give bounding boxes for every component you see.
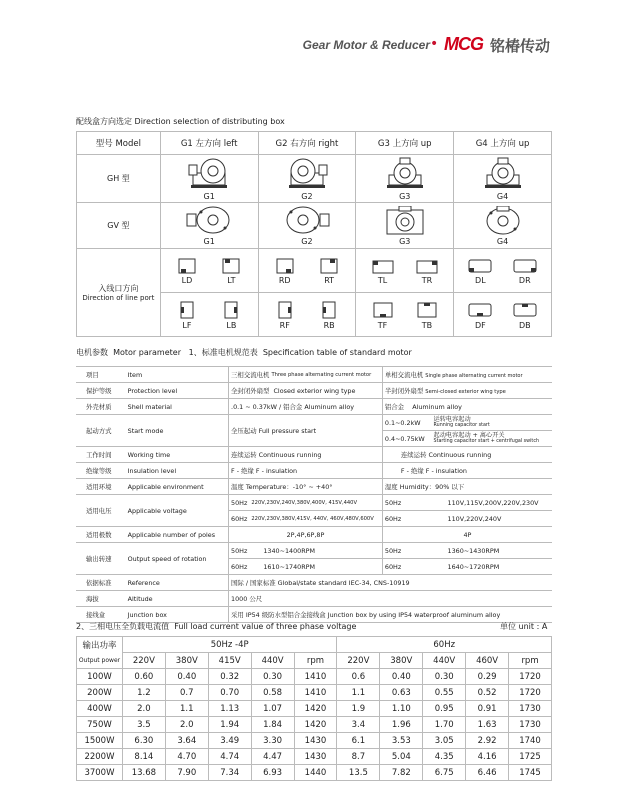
gh-g3-motor-icon	[383, 157, 427, 191]
gv-g2-cell	[258, 203, 356, 249]
ct-value-cell: 7.34	[208, 765, 251, 781]
header-bullet: •	[430, 36, 439, 52]
ct-value-cell: 1.96	[380, 717, 423, 733]
gv-g3-flange-icon	[379, 206, 431, 236]
header-g1: G1 左方向 left	[160, 132, 258, 155]
logo-chinese-name: 铭椿传动	[490, 37, 551, 55]
ct-value-cell: 3.30	[251, 733, 294, 749]
ct-power-cell: 400W	[77, 701, 123, 717]
port-cell-r-top	[258, 249, 356, 293]
mp-junction-en: Junction box	[126, 607, 229, 623]
mp-altitude-en: Altitude	[126, 591, 229, 607]
gv-g4-cell	[454, 203, 552, 249]
ct-value-cell: 0.6	[337, 669, 380, 685]
ct-value-cell: 1440	[294, 765, 337, 781]
current-title-cn: 2、三相电压全负载电流值	[76, 622, 170, 631]
mp-insulation-three: F - 绝缘 F - insulation	[229, 463, 383, 479]
ct-value-cell: 1410	[294, 685, 337, 701]
mp-protection-three-en: Closed exterior wing type	[273, 387, 356, 395]
ct-value-cell: 1.13	[208, 701, 251, 717]
ct-value-cell: 2.0	[122, 701, 165, 717]
logo-mcg: MCG	[444, 34, 483, 54]
mp-shell-three: .0.1 ~ 0.37kW / 铝合金 Aluminum alloy	[229, 399, 383, 415]
mp-voltage-r2-values: 220V,230V,380V,415V, 440V, 460V,480V,600V	[249, 511, 382, 527]
motor-title-cn: 电机参数	[76, 348, 108, 357]
mp-shell-cn: 外壳材质	[76, 399, 126, 415]
ct-value-cell: 2.0	[165, 717, 208, 733]
port-tr: TR	[421, 275, 433, 285]
brand-tagline: Gear Motor & Reducer	[302, 38, 430, 52]
company-logo	[444, 34, 584, 56]
gh-g4-cell	[454, 155, 552, 203]
mp-three-en: Three phase alternating current motor	[271, 371, 372, 378]
mp-protection-en: Protection level	[126, 383, 229, 399]
port-rb: RB	[323, 320, 335, 330]
line-port-label-cn: 入线口方向	[98, 284, 139, 293]
ct-value-cell: 0.52	[466, 685, 509, 701]
box-tb-icon	[415, 300, 439, 320]
ct-value-cell: 0.95	[423, 701, 466, 717]
ct-value-cell: 1.70	[423, 717, 466, 733]
line-port-label-en: Direction of line port	[82, 294, 155, 302]
ct-value-cell: 3.05	[423, 733, 466, 749]
gv-g4-flange-icon	[477, 206, 529, 236]
ct-col-header: 220V	[122, 653, 165, 669]
mp-protection-single	[382, 383, 552, 399]
section-current-title	[76, 621, 356, 632]
mp-reference-cn: 依据标准	[76, 575, 126, 591]
ct-value-cell: 1420	[294, 717, 337, 733]
table-row	[77, 733, 552, 749]
port-tf: TF	[377, 320, 388, 330]
ct-col-header: 440V	[423, 653, 466, 669]
mp-speed-r2-single-hz: 60Hz	[382, 559, 431, 575]
mp-start-s2-cn: 起动电容起动 + 离心开关	[433, 431, 505, 439]
ct-value-cell: 0.63	[380, 685, 423, 701]
mp-voltage-r1-values: 220V,230V,240V,380V,400V, 415V,440V	[249, 495, 382, 511]
mp-row-item	[76, 367, 552, 383]
ct-value-cell: 6.30	[122, 733, 165, 749]
box-tr-icon	[415, 257, 439, 275]
ct-power-cell: 200W	[77, 685, 123, 701]
box-tf-icon	[371, 300, 395, 320]
ct-value-cell: 0.60	[122, 669, 165, 685]
gv-g1-cell	[160, 203, 258, 249]
ct-value-cell: 1720	[509, 685, 552, 701]
mp-row-voltage-1	[76, 495, 552, 511]
ct-col-header: 415V	[208, 653, 251, 669]
mp-junction-cn: 接线盒	[76, 607, 126, 623]
ct-value-cell: 5.04	[380, 749, 423, 765]
gh-g4-caption: G4	[496, 191, 509, 201]
table-row	[77, 669, 552, 685]
line-port-label	[77, 249, 161, 337]
mp-start-s2-text	[432, 431, 552, 447]
ct-value-cell: 1410	[294, 669, 337, 685]
section-motor-title	[76, 347, 412, 358]
gv-g1-caption: G1	[203, 236, 215, 246]
mp-start-s1-cn: 运转电容起动	[433, 415, 471, 423]
ct-value-cell: 1745	[509, 765, 552, 781]
ct-60hz-header: 60Hz	[337, 637, 552, 653]
port-tl: TL	[377, 275, 388, 285]
direction-header-row	[77, 132, 552, 155]
box-ld-icon	[177, 257, 197, 275]
ct-col-header: 380V	[165, 653, 208, 669]
ct-value-cell: 1.2	[122, 685, 165, 701]
gh-g1-motor-icon	[187, 157, 231, 191]
ct-value-cell: 0.30	[251, 669, 294, 685]
mp-insulation-single: F - 绝缘 F - insulation	[382, 463, 552, 479]
box-lt-icon	[221, 257, 241, 275]
ct-header-row-2	[77, 653, 552, 669]
ct-value-cell: 4.70	[165, 749, 208, 765]
header-g3: G3 上方向 up	[356, 132, 454, 155]
mp-row-reference	[76, 575, 552, 591]
ct-value-cell: 0.58	[251, 685, 294, 701]
ct-power-cell: 750W	[77, 717, 123, 733]
box-rf-icon	[275, 300, 295, 320]
ct-value-cell: 1730	[509, 701, 552, 717]
gv-g4-caption: G4	[496, 236, 509, 246]
box-rd-icon	[275, 257, 295, 275]
ct-value-cell: 7.82	[380, 765, 423, 781]
port-cell-t-bottom	[356, 293, 454, 337]
box-tl-icon	[371, 257, 395, 275]
ct-value-cell: 1740	[509, 733, 552, 749]
ct-power-cn: 输出功率	[77, 637, 123, 653]
port-tb: TB	[421, 320, 433, 330]
section-direction-title	[76, 116, 285, 127]
port-cell-d-top	[454, 249, 552, 293]
header-g4: G4 上方向 up	[454, 132, 552, 155]
ct-value-cell: 1.63	[466, 717, 509, 733]
ct-value-cell: 4.35	[423, 749, 466, 765]
mp-shell-single	[382, 399, 552, 415]
ct-col-header: rpm	[509, 653, 552, 669]
ct-value-cell: 13.68	[122, 765, 165, 781]
ct-value-cell: 6.1	[337, 733, 380, 749]
mp-speed-r1-values: 1340~1400RPM	[249, 543, 382, 559]
box-df-icon	[467, 300, 493, 320]
ct-value-cell: 1.07	[251, 701, 294, 717]
port-ld: LD	[181, 275, 193, 285]
gv-g3-cell	[356, 203, 454, 249]
gh-row	[77, 155, 552, 203]
ct-power-cell: 100W	[77, 669, 123, 685]
port-lf: LF	[182, 320, 192, 330]
mp-start-three: 全压起动 Full pressure start	[229, 415, 383, 447]
mp-row-altitude	[76, 591, 552, 607]
mp-working-cn: 工作时间	[76, 447, 126, 463]
mp-speed-r1-single-values: 1360~1430RPM	[432, 543, 552, 559]
mp-row-environment	[76, 479, 552, 495]
motor-title-en: Motor parameter	[113, 348, 181, 357]
port-cell-l-top	[160, 249, 258, 293]
port-cell-t-top	[356, 249, 454, 293]
port-db: DB	[518, 320, 531, 330]
mp-insulation-cn: 绝缘等级	[76, 463, 126, 479]
ct-power-cell: 2200W	[77, 749, 123, 765]
table-row	[77, 701, 552, 717]
mp-poles-cn: 适用极数	[76, 527, 126, 543]
header-model: 型号 Model	[77, 132, 161, 155]
mp-three-phase-head	[229, 367, 383, 383]
port-cell-r-bottom	[258, 293, 356, 337]
mp-shell-en: Shell material	[126, 399, 229, 415]
mp-row-start-1	[76, 415, 552, 431]
current-title-en: Full load current value of three phase voltage	[174, 622, 357, 631]
ct-value-cell: 1.94	[208, 717, 251, 733]
ct-value-cell: 1.10	[380, 701, 423, 717]
ct-header-row-1	[77, 637, 552, 653]
ct-value-cell: 0.30	[423, 669, 466, 685]
ct-value-cell: 1730	[509, 717, 552, 733]
mp-item-cn: 项目	[76, 367, 126, 383]
mp-poles-single: 4P	[382, 527, 552, 543]
ct-value-cell: 0.7	[165, 685, 208, 701]
mp-single-phase-head	[382, 367, 552, 383]
ct-col-header: 440V	[251, 653, 294, 669]
gh-g2-cell	[258, 155, 356, 203]
ct-value-cell: 13.5	[337, 765, 380, 781]
ct-value-cell: 6.46	[466, 765, 509, 781]
mp-speed-r1-hz: 50Hz	[229, 543, 250, 559]
mp-speed-cn: 输出转速	[76, 543, 126, 575]
mp-protection-single-en: Semi-closed exterior wing type	[425, 389, 506, 395]
ct-value-cell: 8.7	[337, 749, 380, 765]
mp-voltage-r1-single-hz: 50Hz	[382, 495, 431, 511]
mp-speed-en: Output speed of rotation	[126, 543, 229, 575]
ct-value-cell: 1.1	[337, 685, 380, 701]
ct-value-cell: 1720	[509, 669, 552, 685]
port-lt: LT	[227, 275, 236, 285]
mp-voltage-r1-single-values: 110V,115V,200V,220V,230V	[432, 495, 552, 511]
ct-value-cell: 0.29	[466, 669, 509, 685]
direction-table	[76, 131, 552, 337]
ct-col-header: 380V	[380, 653, 423, 669]
box-db-icon	[512, 300, 538, 320]
mp-junction-value: 采用 IP54 级防水型铝合金接线盒 Junction box by using IP54 waterproof aluminum alloy	[229, 607, 552, 623]
mp-start-cn: 起动方式	[76, 415, 126, 447]
ct-power-cell: 1500W	[77, 733, 123, 749]
ct-value-cell: 1420	[294, 701, 337, 717]
mp-row-working	[76, 447, 552, 463]
mp-protection-three-cn: 全封闭外扇型	[231, 387, 270, 395]
gv-g2-flange-icon	[281, 206, 333, 236]
mp-row-poles	[76, 527, 552, 543]
mp-protection-three	[229, 383, 383, 399]
mp-protection-single-cn: 半封闭外扇型	[384, 387, 424, 395]
box-lf-icon	[177, 300, 197, 320]
box-rb-icon	[319, 300, 339, 320]
box-dl-icon	[467, 257, 493, 275]
ct-value-cell: 6.75	[423, 765, 466, 781]
ct-value-cell: 3.53	[380, 733, 423, 749]
mp-row-protection	[76, 383, 552, 399]
line-port-row-1	[77, 249, 552, 293]
port-rt: RT	[324, 275, 335, 285]
ct-value-cell: 4.74	[208, 749, 251, 765]
section-direction-title-cn: 配线盒方向选定	[76, 117, 132, 126]
gh-g3-caption: G3	[399, 191, 411, 201]
mp-environment-humid: 湿度 Humidity：90% 以下	[382, 479, 552, 495]
gh-g1-caption: G1	[203, 191, 215, 201]
mp-working-three: 连续运转 Continuous running	[229, 447, 383, 463]
box-rt-icon	[319, 257, 339, 275]
ct-value-cell: 1.84	[251, 717, 294, 733]
ct-value-cell: 7.90	[165, 765, 208, 781]
gh-g2-motor-icon	[285, 157, 329, 191]
mp-environment-temp: 温度 Temperature：-10° ~ +40°	[229, 479, 383, 495]
ct-value-cell: 3.5	[122, 717, 165, 733]
ct-power-en: Output power	[77, 653, 123, 669]
mp-altitude-value: 1000 公尺	[229, 591, 552, 607]
table-row	[77, 765, 552, 781]
ct-value-cell: 4.47	[251, 749, 294, 765]
mp-start-s2-en: Starting capacitor start + centrifugal switch	[433, 438, 539, 444]
box-dr-icon	[512, 257, 538, 275]
port-lb: LB	[226, 320, 237, 330]
mp-start-s1-en: Running capacitor start	[433, 422, 490, 428]
mp-speed-r2-single-values: 1640~1720RPM	[432, 559, 552, 575]
port-cell-l-bottom	[160, 293, 258, 337]
mp-environment-en: Applicable environment	[126, 479, 229, 495]
port-dl: DL	[475, 275, 486, 285]
box-lb-icon	[221, 300, 241, 320]
mp-reference-value: 国际 / 国家标准 Global/state standard IEC-34, CNS-10919	[229, 575, 552, 591]
mp-three-cn: 三相交流电机	[231, 371, 270, 379]
ct-value-cell: 1.9	[337, 701, 380, 717]
ct-value-cell: 0.70	[208, 685, 251, 701]
mp-start-s2-range: 0.4~0.75kW	[382, 431, 431, 447]
ct-50hz-header: 50Hz -4P	[122, 637, 337, 653]
ct-value-cell: 1.1	[165, 701, 208, 717]
mp-working-en: Working time	[126, 447, 229, 463]
ct-value-cell: 0.40	[165, 669, 208, 685]
ct-value-cell: 0.32	[208, 669, 251, 685]
gv-label: GV 型	[77, 203, 161, 249]
header-g2: G2 右方向 right	[258, 132, 356, 155]
mp-voltage-r2-single-values: 110V,220V,240V	[432, 511, 552, 527]
mp-row-insulation	[76, 463, 552, 479]
mp-voltage-r1-hz: 50Hz	[229, 495, 250, 511]
ct-value-cell: 1725	[509, 749, 552, 765]
gv-g2-caption: G2	[301, 236, 313, 246]
mp-poles-three: 2P,4P,6P,8P	[229, 527, 383, 543]
ct-value-cell: 0.55	[423, 685, 466, 701]
ct-value-cell: 0.91	[466, 701, 509, 717]
mp-voltage-en: Applicable voltage	[126, 495, 229, 527]
mp-single-cn: 单相交流电机	[384, 371, 424, 379]
mp-working-single: 连续运转 Continuous running	[382, 447, 552, 463]
mp-start-s1-range: 0.1~0.2kW	[382, 415, 431, 431]
mp-item-en: Item	[126, 367, 229, 383]
table-row	[77, 749, 552, 765]
ct-col-header: rpm	[294, 653, 337, 669]
mp-voltage-r2-single-hz: 60Hz	[382, 511, 431, 527]
gh-g4-motor-icon	[481, 157, 525, 191]
gh-g2-caption: G2	[301, 191, 313, 201]
table-row	[77, 717, 552, 733]
mp-single-en: Single phase alternating current motor	[425, 373, 523, 379]
mp-speed-r1-single-hz: 50Hz	[382, 543, 431, 559]
port-df: DF	[474, 320, 486, 330]
gv-g1-flange-icon	[183, 206, 235, 236]
ct-value-cell: 0.40	[380, 669, 423, 685]
ct-value-cell: 8.14	[122, 749, 165, 765]
port-rf: RF	[279, 320, 290, 330]
table-row	[77, 685, 552, 701]
port-dr: DR	[518, 275, 531, 285]
port-rd: RD	[278, 275, 291, 285]
mp-altitude-cn: 海拔	[76, 591, 126, 607]
ct-value-cell: 1430	[294, 733, 337, 749]
mp-reference-en: Reference	[126, 575, 229, 591]
port-cell-d-bottom	[454, 293, 552, 337]
gh-g3-cell	[356, 155, 454, 203]
mp-speed-r2-values: 1610~1740RPM	[249, 559, 382, 575]
gv-g3-caption: G3	[399, 236, 411, 246]
gv-row	[77, 203, 552, 249]
ct-value-cell: 3.49	[208, 733, 251, 749]
gh-label: GH 型	[77, 155, 161, 203]
ct-value-cell: 1430	[294, 749, 337, 765]
ct-value-cell: 4.16	[466, 749, 509, 765]
mp-row-speed-1	[76, 543, 552, 559]
mp-environment-cn: 适用环境	[76, 479, 126, 495]
mp-voltage-cn: 适用电压	[76, 495, 126, 527]
motor-subtitle-cn: 1、标准电机规范表	[188, 348, 258, 357]
mp-shell-single-en: Aluminum alloy	[412, 403, 462, 411]
mp-speed-r2-hz: 60Hz	[229, 559, 250, 575]
ct-col-header: 460V	[466, 653, 509, 669]
ct-col-header: 220V	[337, 653, 380, 669]
mp-poles-en: Applicable number of poles	[126, 527, 229, 543]
gh-g1-cell	[160, 155, 258, 203]
motor-subtitle-en: Specification table of standard motor	[262, 348, 412, 357]
motor-params-table	[76, 366, 552, 623]
ct-value-cell: 3.4	[337, 717, 380, 733]
mp-start-s1-text	[432, 415, 552, 431]
mp-shell-single-cn: 铝合金	[384, 403, 405, 411]
current-unit-label: 单位 unit : A	[500, 622, 548, 631]
mp-row-shell	[76, 399, 552, 415]
section-direction-title-en: Direction selection of distributing box	[134, 117, 285, 126]
mp-protection-cn: 保护等级	[76, 383, 126, 399]
mp-voltage-r2-hz: 60Hz	[229, 511, 250, 527]
ct-value-cell: 6.93	[251, 765, 294, 781]
ct-value-cell: 2.92	[466, 733, 509, 749]
ct-power-cell: 3700W	[77, 765, 123, 781]
current-table	[76, 636, 552, 781]
mp-insulation-en: Insulation level	[126, 463, 229, 479]
ct-value-cell: 3.64	[165, 733, 208, 749]
mp-start-en: Start mode	[126, 415, 229, 447]
